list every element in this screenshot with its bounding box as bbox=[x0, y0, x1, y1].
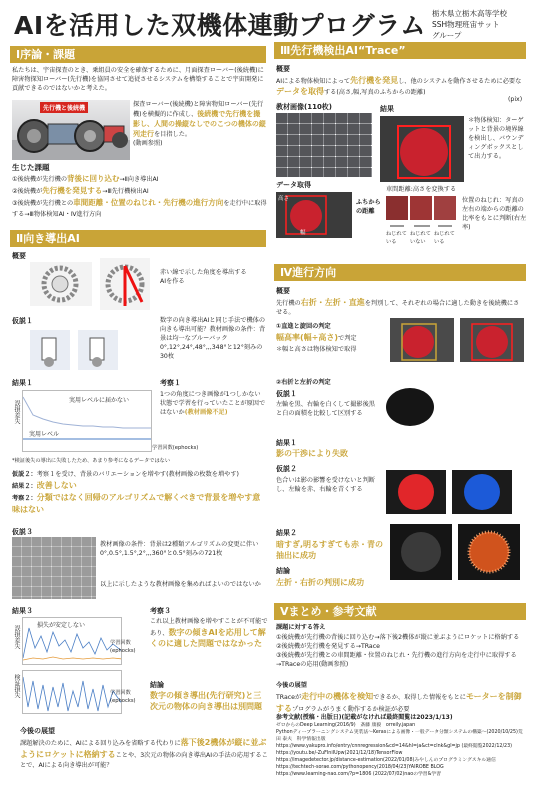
sec4-hyp1-label: 仮説１ bbox=[276, 390, 297, 398]
sec4-straight-photo bbox=[390, 318, 454, 362]
sec1-issues-title: 生じた課題 bbox=[12, 163, 50, 172]
rover-photo bbox=[12, 100, 130, 160]
sec3-unit: (pix) bbox=[508, 96, 523, 103]
school-name: 栃木県立栃木高等学校 SSH物理班宙サット グループ bbox=[432, 9, 507, 40]
sec3-result-photo bbox=[380, 116, 464, 182]
sec2-consider1-label: 考察１ bbox=[160, 379, 181, 387]
sec4-hyp2-label: 仮説２ bbox=[276, 465, 297, 473]
sec2-hyp3-text: 教材画像の条件：背景は2種類アルゴリズムの変更に伴い0°,0.5°,1.5°,2°,,,360°と0.5°刻みの721枚 bbox=[100, 541, 259, 557]
sec2-consider1-text: 1つの角度につき画像が1つしかない状態で学習を行っていたことが原因ではないか(教材画像不足) bbox=[160, 391, 266, 416]
ref-item[interactable]: https://www.yakupro.info/entry/cnnregression&cd=14&hl=ja&ct=clnk&gl=jp (最終閲覧2022/12/23) bbox=[276, 744, 513, 749]
sec3-overview-text: AIによる物体検知によって先行機を発見し、他のシステムを動作させるために必要なデータを取得する(高さ,幅,写真のふちからの距離) bbox=[276, 76, 522, 96]
sec2-hyp3-label: 仮説３ bbox=[12, 528, 33, 536]
sec3-distance-label: ふちからの距離 bbox=[356, 199, 381, 215]
chart1-xlabel: 学習回数(ephocks) bbox=[152, 445, 199, 451]
section-4-header: Ⅳ進行方向 bbox=[274, 264, 526, 281]
sec4-conclusion-label: 結論 bbox=[276, 567, 290, 575]
sec4-p1-text: 幅高率(幅÷高さ)で判定 bbox=[276, 333, 357, 342]
chart2 bbox=[22, 617, 122, 665]
rover-photo-label: 先行機と後続機 bbox=[40, 102, 88, 113]
sec3-training-grid bbox=[276, 113, 372, 177]
sec5-outlook-title: 今後の展望 bbox=[276, 682, 307, 689]
sec4-turn-photo bbox=[460, 318, 524, 362]
chart3 bbox=[22, 670, 122, 714]
sec2-hyp2-block: 仮説２：考察１を受け、背景のバリエーションを増やす(教材画像の枚数を増やす) 結果２：改善しない 考察２：分類ではなく回帰のアルゴリズムで解くべきで背景を増やす意味はない bbox=[12, 471, 261, 514]
ref-item: Pythonディープラーニングシステム実装法～Kerasによる画像・一般データ分類システムの構築～(2020/10/25)荒田 泰夫 科学情報出版 bbox=[276, 730, 523, 742]
ref-item[interactable]: https://www.learning-nao.com/?p=1806 (2022/07/02)naoの学習&学習 bbox=[276, 772, 441, 777]
sec4-conclusion-text: 左折・右折の判別に成功 bbox=[276, 578, 364, 587]
twist-photo-c bbox=[434, 196, 456, 220]
chart1-note: 実用レベルに届かない bbox=[69, 397, 130, 404]
sec4-p1-note: ＊幅と高さは物体検知で取得 bbox=[276, 346, 357, 353]
sec4-p2-title: ②右折と左折の判定 bbox=[276, 379, 331, 386]
sec2-consider3-label: 考察３ bbox=[150, 607, 171, 615]
sec4-blue-wheel-photo bbox=[452, 470, 512, 514]
sec2-future-label: 今後の展望 bbox=[20, 727, 55, 735]
ref-item[interactable]: https://imagedetector.jp/distance-estimation(2022/01/08)みやしんのプログラミングスキル通信 bbox=[276, 758, 496, 763]
hyp1-photo-a bbox=[30, 330, 70, 370]
sec5-outlook-text: TRaceが走行中の機体を検知できるか、取得した情報をもとにモーターを制御するプログラムがうまく動作するか検証が必要 bbox=[276, 692, 522, 713]
sec2-overview-text: 赤い線で示した角度を導出するAIを作る bbox=[160, 269, 247, 285]
chart3-xlabel: 学習回数(ephocks) bbox=[110, 690, 136, 704]
hyp1-photo-b bbox=[78, 330, 118, 370]
twist-label-a: ねじれている bbox=[386, 231, 407, 245]
sec2-hyp1-label: 仮説１ bbox=[12, 317, 33, 325]
sec3-overview-label: 概要 bbox=[276, 65, 290, 73]
chart1 bbox=[22, 390, 152, 452]
ref-item[interactable]: https://youtu.be/-ZuFIniIUpw(2021/12/18)TensorFlow bbox=[276, 751, 403, 756]
ref-item: ゼロからのDeep Learning(2016/9) 斎藤 康毅 orreily.japan bbox=[276, 723, 416, 728]
sec4-res2-text: 暗すぎ,明るすぎても赤・青の抽出に成功 bbox=[276, 540, 384, 560]
sec4-res1-text: 影の干渉により失敗 bbox=[276, 449, 348, 458]
hyp3-training-grid bbox=[12, 537, 96, 599]
sec4-extraction-photo-a bbox=[390, 524, 452, 580]
chart1-ylabel: 誤損差失 bbox=[13, 400, 20, 424]
chart2-note: 損失が安定しない bbox=[37, 622, 86, 629]
sec5-answers-title: 課題に対する答え bbox=[276, 624, 326, 631]
sec3-detection-note: ＊物体検知：ターゲットと背景の境界線を検出し、バウンディングボックスとして出力する。 bbox=[468, 117, 524, 160]
chart2-ylabel: 誤損差失 bbox=[13, 625, 20, 649]
sec2-future-text: 課題解決のために、AIによる回り込みを省略する代わりに落下後2機体が縦に並ぶようにロケットに格納することや、3次元の物体の向き導出AIの手法の応用することで、AIによる向き導出が可能？ bbox=[20, 738, 268, 769]
sec3-training-label: 教材画像(110枚) bbox=[276, 103, 333, 111]
section-2-header: Ⅱ向き導出AI bbox=[10, 230, 266, 247]
sec2-conclusion-label: 結論 bbox=[150, 681, 164, 689]
sec3-data-photo bbox=[276, 192, 352, 238]
sec4-red-wheel-photo bbox=[386, 470, 446, 514]
sec1-description: 探査ローバー(後続機)と障害物知ローバー(先行機)を横擬的に作成し、後続機で先行機を撮影し、人間の操縦なしでのこつの機体の縦列走行を目指した。 (動画参照) bbox=[133, 101, 266, 147]
sec3-car-gap: 車間距離:高さを変換する bbox=[386, 186, 457, 193]
sec2-footnote: *検証後失の導出に失敗したため、あまり参考になるデータではない bbox=[12, 458, 171, 464]
twist-label-c: ねじれている bbox=[434, 231, 455, 245]
twist-photo-a bbox=[386, 196, 408, 220]
twist-label-b: ねじれていない bbox=[410, 231, 431, 245]
section-5-header: Ⅴまとめ・参考文献 bbox=[274, 603, 526, 620]
ref-item[interactable]: https://techtech-sorae.com/pythonopency(2018/04/23)YAIROBE BLOG bbox=[276, 765, 444, 770]
twist-arrows bbox=[386, 222, 456, 230]
sec3-result-label: 結果 bbox=[380, 105, 394, 113]
chart3-ylabel: 検証損失 bbox=[13, 674, 20, 698]
sec5-answers: ①後続機が先行機の背後に回り込む→落下後2機体が縦に並ぶようにロケットに格納する ②後続機が先行機を発見する→TRace ③後続機が先行機との車間距離・位置のねじれ・先行機の進行方向を走行中に取得する→TRaceの応用(動画参照) bbox=[276, 634, 520, 668]
sec2-hyp3-text2: 以上に示したような教材画像を集めればよいのではないか bbox=[100, 581, 261, 588]
section-1-header: Ⅰ序論・課題 bbox=[10, 46, 266, 63]
chart1-practical-line-label: 実用レベル bbox=[29, 431, 60, 438]
sec4-res2-label: 結果２ bbox=[276, 529, 297, 537]
sec3-height-label: 高さ bbox=[278, 196, 290, 202]
section-3-header: Ⅲ先行機検出AI“Trace” bbox=[274, 42, 526, 59]
sec2-overview-label: 概要 bbox=[12, 252, 26, 260]
sec4-overview-label: 概要 bbox=[276, 287, 290, 295]
sec2-res3-label: 結果３ bbox=[12, 607, 33, 615]
sec2-res1-label: 結果１ bbox=[12, 379, 33, 387]
sec2-conclusion-text: 数字の傾き導出(先行研究)と三次元の物体の向き導出は別問題 bbox=[150, 691, 262, 711]
sec1-issues: ①後続機が先行機の背後に回り込む→Ⅱ向き導出AI ②後続機が先行機を発見する→Ⅲ先行機検出AI ③後続機が先行機との車間距離・位置のねじれ・先行機の進行方向を走行中に取得する→Ⅲ物体検知AI・Ⅳ進行方向 bbox=[12, 174, 267, 218]
sec4-extraction-photo-b bbox=[458, 524, 520, 580]
sec5-refs bbox=[276, 722, 526, 778]
sec2-consider3-text: これ以上教材画像を増やすことが不可能であり、数字の傾きAIを応用して解くのに適した問題ではなかった bbox=[150, 618, 268, 648]
twist-note: 位置のねじれ：写真の左右の端からの距離の比率をもとに判断(右左率) bbox=[462, 197, 527, 231]
sec1-intro: 私たちは、宇宙探査のとき、乗組員の安全を確保するために、月面探査ローバー(後続機)に障害物探知ローバー(先行機)を協同させて追従させるシステムを構築することで宇宙開発に貢献できるのではないかと考えた。 bbox=[12, 67, 264, 92]
sec3-data-label: データ取得 bbox=[276, 181, 311, 189]
sec4-bw-wheel-photo bbox=[386, 388, 434, 426]
twist-photo-b bbox=[410, 196, 432, 220]
sec4-p1-title: ①直進と旋回の判定 bbox=[276, 323, 331, 330]
sec5-refs-title: 参考文献(授稿・出版日)(記載がなければ最終閲覧は2023/1/13) bbox=[276, 714, 453, 721]
sec4-hyp2-text: 色合いは影の影響を受けないと判断し、左輪を赤、右輪を青くする bbox=[276, 477, 375, 493]
sec4-res1-label: 結果１ bbox=[276, 439, 297, 447]
sec3-width-label: 幅 bbox=[300, 230, 306, 236]
sec4-hyp1-text: 左輪を黒、右輪を白くして撮影後黒と白の面積を比較して区別する bbox=[276, 401, 375, 417]
sec2-hyp1-text: 数字の向き導出AIと同じ手法で機体の向きも導出可能？教材画像の条件：背景は均一なブルーバック0°,12°,24°,48°,,,348°と12°刻みの30枚 bbox=[160, 317, 266, 360]
poster-title: AIを活用した双機体連動プログラム bbox=[14, 11, 426, 40]
sec4-overview-text: 先行機の右折・左折・直進を判別して、それぞれの場合に適した動きを後続機にさせる。 bbox=[276, 298, 520, 316]
chart2-xlabel: 学習回数(ephocks) bbox=[110, 640, 136, 654]
gear-photo-angle bbox=[100, 258, 150, 310]
gear-photo-1 bbox=[30, 262, 92, 306]
